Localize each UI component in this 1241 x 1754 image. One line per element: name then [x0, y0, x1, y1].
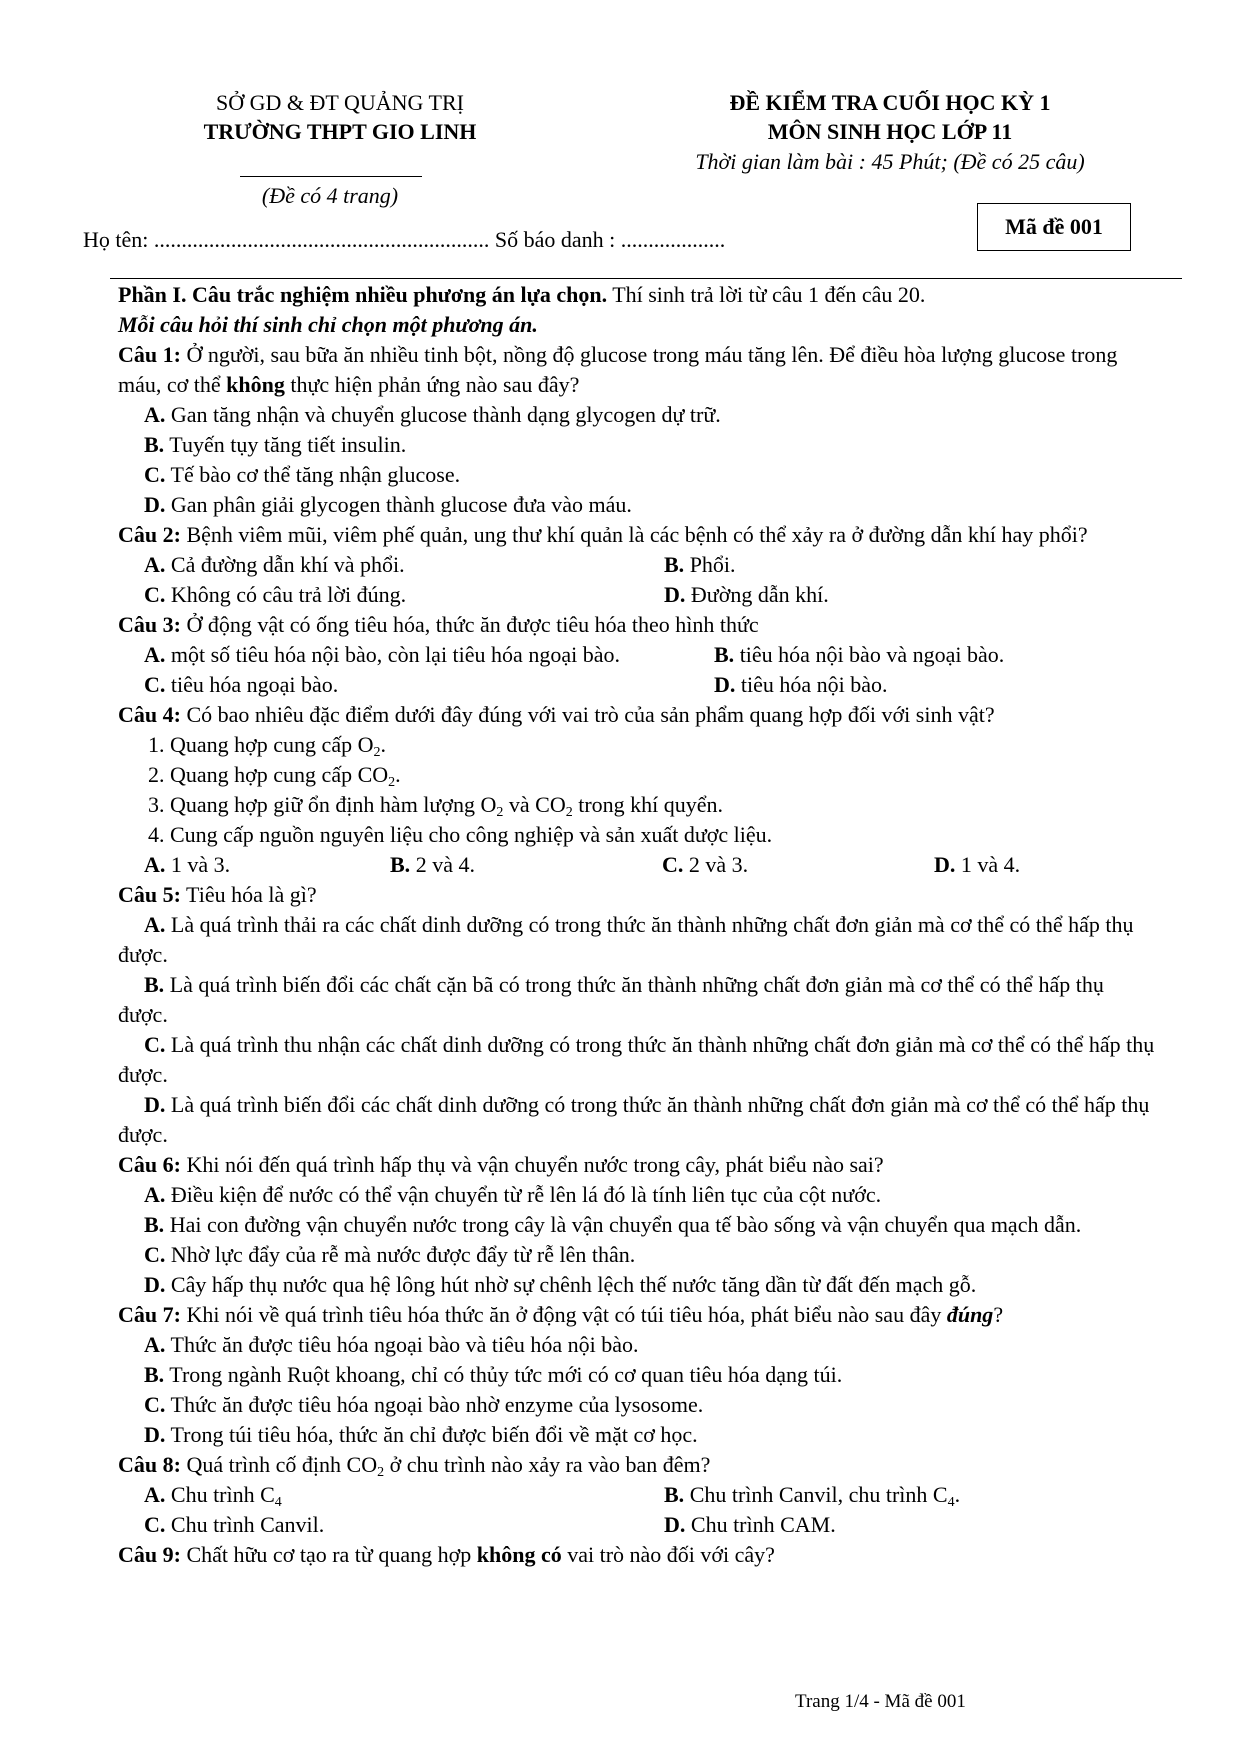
question-3 [118, 610, 1158, 640]
question-text: Khi nói về quá trình tiêu hóa thức ăn ở động vật có túi tiêu hóa, phát biểu nào sau đây [180, 1302, 947, 1327]
option-d [934, 850, 1020, 880]
option-c [144, 580, 664, 610]
header-divider [240, 176, 422, 177]
option-label: A. [144, 552, 166, 577]
option-text: Trong ngành Ruột khoang, chỉ có thủy tức mới có cơ quan tiêu hóa dạng túi. [169, 1362, 843, 1387]
question-label: Câu 2: [118, 522, 181, 547]
option-label: C. [144, 1392, 166, 1417]
option-label: A. [144, 1482, 166, 1507]
question-text-end: thực hiện phản ứng nào sau đây? [284, 372, 580, 397]
statement-2 [118, 760, 1158, 790]
question-text: Ở người, sau bữa ăn nhiều tinh bột, nồng độ glucose trong máu tăng lên. Để điều hòa lượng glucose trong máu, cơ thể [118, 342, 1118, 397]
options-row [118, 850, 1158, 880]
question-9 [118, 1540, 1158, 1570]
option-d [118, 1090, 1158, 1150]
question-text-end: ? [993, 1302, 1004, 1327]
option-text: Trong túi tiêu hóa, thức ăn chỉ được biến đổi về mặt cơ học. [170, 1422, 698, 1447]
question-label: Câu 3: [118, 612, 181, 637]
option-text: tiêu hóa nội bào. [740, 672, 888, 697]
header-rule [110, 278, 1182, 279]
statement-text: 3. Quang hợp giữ ổn định hàm lượng O [148, 792, 497, 817]
question-text-end: vai trò nào đối với cây? [561, 1542, 775, 1567]
option-c [662, 850, 934, 880]
question-text: Quá trình cố định CO [180, 1452, 378, 1477]
option-label: D. [144, 1092, 166, 1117]
options-row [118, 1510, 1158, 1540]
option-a [118, 910, 1158, 970]
option-d [118, 490, 1158, 520]
option-text: Tế bào cơ thể tăng nhận glucose. [170, 462, 461, 487]
option-label: B. [144, 1212, 165, 1237]
option-c [144, 670, 714, 700]
statement-text: và CO [503, 792, 566, 817]
option-a [144, 550, 664, 580]
option-label: C. [144, 1512, 166, 1537]
option-label: C. [144, 462, 166, 487]
option-text: Chu trình Canvil, chu trình C [689, 1482, 948, 1507]
option-b [664, 550, 736, 580]
statement-text: 4. Cung cấp nguồn nguyên liệu cho công nghiệp và sản xuất dược liệu. [148, 822, 773, 847]
section-heading [118, 280, 1158, 310]
option-c [118, 460, 1158, 490]
question-text: Khi nói đến quá trình hấp thụ và vận chuyển nước trong cây, phát biểu nào sai? [180, 1152, 884, 1177]
question-label: Câu 8: [118, 1452, 181, 1477]
option-label: C. [662, 852, 684, 877]
department-name: SỞ GD & ĐT QUẢNG TRỊ [216, 90, 464, 115]
option-text: tiêu hóa nội bào và ngoại bào. [739, 642, 1005, 667]
exam-title: ĐỀ KIỂM TRA CUỐI HỌC KỲ 1 [729, 90, 1051, 115]
option-a [118, 400, 1158, 430]
statement-4 [118, 820, 1158, 850]
pages-note: (Đề có 4 trang) [261, 183, 399, 208]
option-text: Là quá trình thải ra các chất dinh dưỡng có trong thức ăn thành những chất đơn giản mà cơ thể có thể hấp thụ được. [118, 912, 1134, 967]
section-title: Phần I. Câu trắc nghiệm nhiều phương án lựa chọn. [118, 282, 608, 307]
question-text: Chất hữu cơ tạo ra từ quang hợp [180, 1542, 477, 1567]
option-text: Đường dẫn khí. [690, 582, 829, 607]
question-text-end: ở chu trình nào xảy ra vào ban đêm? [384, 1452, 711, 1477]
option-text: Nhờ lực đẩy của rễ mà nước được đẩy từ rễ lên thân. [170, 1242, 636, 1267]
option-b [118, 430, 1158, 460]
option-text: Cây hấp thụ nước qua hệ lông hút nhờ sự chênh lệch thế nước tăng dần từ đất đến mạch gỗ. [170, 1272, 977, 1297]
option-text: Không có câu trả lời đúng. [170, 582, 407, 607]
option-label: A. [144, 1332, 166, 1357]
option-label: C. [144, 582, 166, 607]
option-b [664, 1480, 960, 1510]
option-label: A. [144, 402, 166, 427]
exam-subject: MÔN SINH HỌC LỚP 11 [767, 119, 1013, 144]
option-label: B. [664, 1482, 685, 1507]
option-label: D. [144, 492, 166, 517]
option-label: D. [664, 1512, 686, 1537]
option-a [144, 1480, 664, 1510]
school-name: TRƯỜNG THPT GIO LINH [203, 119, 477, 144]
option-text: tiêu hóa ngoại bào. [170, 672, 339, 697]
option-text: Điều kiện để nước có thể vận chuyển từ rễ lên lá đó là tính liên tục của cột nước. [170, 1182, 882, 1207]
option-text: 2 và 4. [415, 852, 475, 877]
option-b [118, 1360, 1158, 1390]
option-text: Là quá trình biến đổi các chất dinh dưỡng có trong thức ăn thành những chất đơn giản mà cơ thể có thể hấp thụ được. [118, 1092, 1150, 1147]
options-row [118, 1480, 1158, 1510]
option-d [118, 1420, 1158, 1450]
option-text: Chu trình C [170, 1482, 275, 1507]
subscript: 2 [565, 805, 573, 820]
time-note: Thời gian làm bài : 45 Phút; (Đề có 25 câu) [695, 149, 1085, 174]
exam-content [118, 280, 1158, 1570]
option-label: B. [144, 432, 165, 457]
subscript: 4 [274, 1495, 282, 1510]
question-6 [118, 1150, 1158, 1180]
question-8 [118, 1450, 1158, 1480]
option-label: A. [144, 642, 166, 667]
question-label: Câu 7: [118, 1302, 181, 1327]
statement-text: 2. Quang hợp cung cấp CO [148, 762, 389, 787]
option-text: Thức ăn được tiêu hóa ngoại bào và tiêu hóa nội bào. [170, 1332, 639, 1357]
exam-code-box: Mã đề 001 [977, 203, 1131, 251]
option-d [714, 670, 888, 700]
option-text: 2 và 3. [688, 852, 749, 877]
statement-end: trong khí quyển. [572, 792, 724, 817]
option-d [664, 1510, 836, 1540]
option-c [118, 1390, 1158, 1420]
question-emphasis: đúng [946, 1302, 994, 1327]
option-b [118, 970, 1158, 1030]
option-text: Chu trình CAM. [690, 1512, 836, 1537]
question-label: Câu 9: [118, 1542, 181, 1567]
options-row [118, 550, 1158, 580]
subscript: 2 [373, 745, 381, 760]
page-footer: Trang 1/4 - Mã đề 001 [795, 1691, 966, 1712]
option-text: Gan tăng nhận và chuyển glucose thành dạng glycogen dự trữ. [170, 402, 721, 427]
question-1 [118, 340, 1158, 400]
option-text: Là quá trình thu nhận các chất dinh dưỡng có trong thức ăn thành những chất đơn giản mà cơ thể có thể hấp thụ được. [118, 1032, 1155, 1087]
question-label: Câu 4: [118, 702, 181, 727]
question-emphasis: không có [476, 1542, 562, 1567]
statement-text: 1. Quang hợp cung cấp O [148, 732, 374, 757]
section-instruction: Mỗi câu hỏi thí sinh chỉ chọn một phương án. [118, 312, 538, 337]
question-label: Câu 5: [118, 882, 181, 907]
option-label: B. [390, 852, 411, 877]
question-label: Câu 6: [118, 1152, 181, 1177]
option-a [118, 1180, 1158, 1210]
option-label: A. [144, 1182, 166, 1207]
option-text: 1 và 3. [170, 852, 231, 877]
option-label: C. [144, 1032, 166, 1057]
option-text: Là quá trình biến đổi các chất cặn bã có trong thức ăn thành những chất đơn giản mà cơ thể có thể hấp thụ được. [118, 972, 1104, 1027]
option-label: B. [714, 642, 735, 667]
option-label: D. [714, 672, 736, 697]
question-text: Bệnh viêm mũi, viêm phế quản, ung thư khí quản là các bệnh có thể xảy ra ở đường dẫn khí hay phổi? [180, 522, 1088, 547]
option-a [118, 1330, 1158, 1360]
option-label: D. [144, 1422, 166, 1447]
question-4 [118, 700, 1158, 730]
options-row [118, 670, 1158, 700]
question-emphasis: không [226, 372, 285, 397]
option-label: D. [934, 852, 956, 877]
option-c [144, 1510, 664, 1540]
statement-3 [118, 790, 1158, 820]
option-b [714, 640, 1004, 670]
statement-end: . [395, 762, 401, 787]
option-label: B. [144, 972, 165, 997]
subscript: 2 [388, 775, 396, 790]
options-row [118, 580, 1158, 610]
question-label: Câu 1: [118, 342, 181, 367]
subscript: 2 [377, 1465, 385, 1480]
option-text: Hai con đường vận chuyển nước trong cây là vận chuyển qua tế bào sống và vận chuyển qua mạch dẫn. [169, 1212, 1082, 1237]
statement-end: . [380, 732, 386, 757]
option-text: Phổi. [689, 552, 736, 577]
option-label: D. [144, 1272, 166, 1297]
subscript: 4 [947, 1495, 955, 1510]
options-row [118, 640, 1158, 670]
statement-1 [118, 730, 1158, 760]
option-d [664, 580, 829, 610]
option-b [118, 1210, 1158, 1240]
option-a [144, 850, 390, 880]
option-text: Gan phân giải glycogen thành glucose đưa vào máu. [170, 492, 632, 517]
option-b [390, 850, 662, 880]
question-text: Tiêu hóa là gì? [180, 882, 317, 907]
question-text: Ở động vật có ống tiêu hóa, thức ăn được tiêu hóa theo hình thức [180, 612, 759, 637]
option-text: 1 và 4. [960, 852, 1021, 877]
option-text: Thức ăn được tiêu hóa ngoại bào nhờ enzyme của lysosome. [170, 1392, 704, 1417]
option-text: Tuyến tụy tăng tiết insulin. [169, 432, 407, 457]
question-text: Có bao nhiêu đặc điểm dưới đây đúng với vai trò của sản phẩm quang hợp đối với sinh vật? [180, 702, 995, 727]
option-text: Cả đường dẫn khí và phổi. [170, 552, 405, 577]
candidate-info-line: Họ tên: ............................................................. Số báo danh : ................... [83, 227, 726, 252]
option-a [144, 640, 714, 670]
question-2 [118, 520, 1158, 550]
option-label: C. [144, 1242, 166, 1267]
question-7 [118, 1300, 1158, 1330]
subscript: 2 [496, 805, 504, 820]
option-label: C. [144, 672, 166, 697]
option-label: B. [144, 1362, 165, 1387]
option-text: Chu trình Canvil. [170, 1512, 325, 1537]
option-label: D. [664, 582, 686, 607]
section-title-rest: Thí sinh trả lời từ câu 1 đến câu 20. [607, 282, 926, 307]
option-label: A. [144, 912, 166, 937]
option-text: một số tiêu hóa nội bào, còn lại tiêu hóa ngoại bào. [170, 642, 620, 667]
question-5 [118, 880, 1158, 910]
option-label: B. [664, 552, 685, 577]
option-end: . [954, 1482, 961, 1507]
option-c [118, 1240, 1158, 1270]
option-d [118, 1270, 1158, 1300]
option-c [118, 1030, 1158, 1090]
option-label: A. [144, 852, 166, 877]
